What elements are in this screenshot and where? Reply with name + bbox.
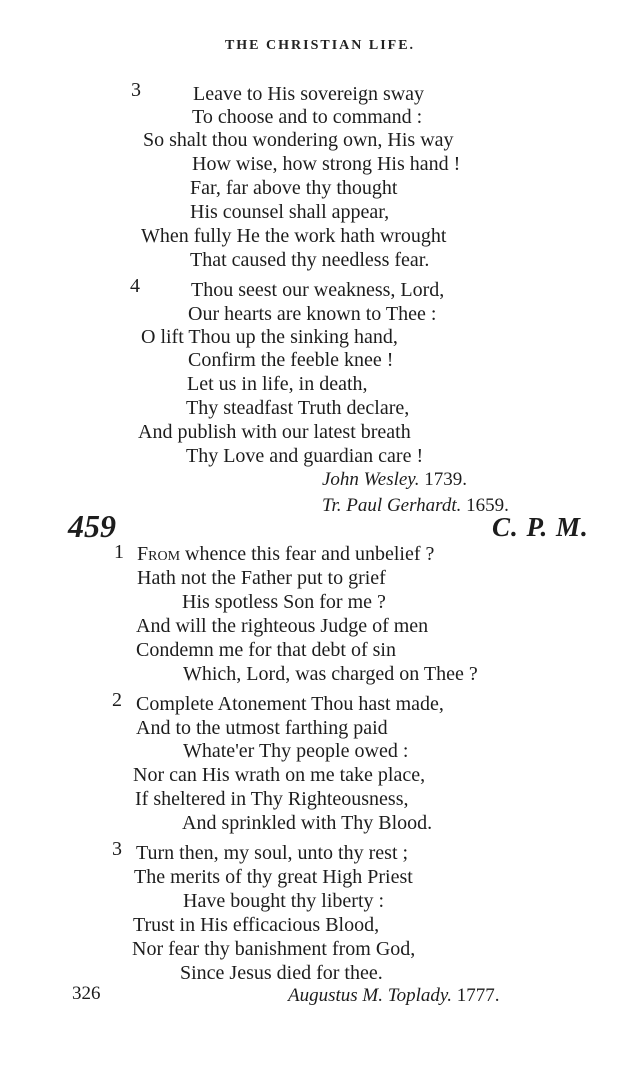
page-number: 326 (72, 983, 101, 1004)
author-name: John Wesley. (322, 469, 420, 490)
verse-line: And to the utmost farthing paid (136, 717, 388, 739)
first-word: From (137, 543, 181, 565)
stanza-number: 4 (130, 275, 140, 297)
verse-line: And will the righteous Judge of men (136, 615, 429, 637)
stanza-number: 3 (131, 79, 141, 101)
verse-line: Since Jesus died for thee. (180, 962, 383, 984)
verse-line: Thy steadfast Truth declare, (186, 397, 410, 419)
verse-line: Leave to His sovereign sway (193, 83, 425, 105)
verse-line: And sprinkled with Thy Blood. (182, 812, 433, 834)
author-name: Augustus M. Toplady. (288, 985, 452, 1006)
verse-line: Nor fear thy banishment from God, (132, 938, 416, 960)
stanza-number: 3 (112, 838, 122, 860)
verse-line: The merits of thy great High Priest (134, 866, 413, 888)
author-credit (288, 984, 500, 1008)
verse-line: That caused thy needless fear. (190, 249, 430, 271)
author-credit (322, 468, 467, 492)
verse-line: And publish with our latest breath (138, 421, 411, 443)
verse-line: Have bought thy liberty : (183, 890, 385, 912)
verse-line: Trust in His efficacious Blood, (133, 914, 380, 936)
hymn-meter: C. P. M. (492, 512, 589, 542)
verse-line: Whate'er Thy people owed : (183, 740, 409, 762)
verse-line: To choose and to command : (192, 106, 423, 128)
author-name: Tr. Paul Gerhardt. (322, 495, 462, 516)
author-year: 1659. (466, 495, 509, 516)
verse-line: His spotless Son for me ? (182, 591, 386, 613)
verse-line: Our hearts are known to Thee : (188, 303, 437, 325)
verse-line: When fully He the work hath wrought (141, 225, 447, 247)
stanza-number: 2 (112, 689, 122, 711)
verse-line: Turn then, my soul, unto thy rest ; (136, 842, 409, 864)
verse-line: Let us in life, in death, (187, 373, 368, 395)
verse-line: If sheltered in Thy Righteousness, (135, 788, 409, 810)
verse-line: Thou seest our weakness, Lord, (191, 279, 445, 301)
verse-line: His counsel shall appear, (190, 201, 390, 223)
verse-line: Thy Love and guardian care ! (186, 445, 424, 467)
verse-line: Confirm the feeble knee ! (188, 349, 394, 371)
running-head: THE CHRISTIAN LIFE. (224, 38, 416, 53)
verse-line (137, 542, 434, 566)
stanza-number: 1 (114, 541, 124, 563)
verse-line: Far, far above thy thought (190, 177, 398, 199)
verse-line-rest: whence this fear and unbelief ? (180, 543, 435, 565)
author-year: 1739. (424, 469, 467, 490)
verse-line: So shalt thou wondering own, His way (143, 129, 454, 151)
verse-line: Complete Atonement Thou hast made, (136, 693, 444, 715)
verse-line: Nor can His wrath on me take place, (133, 764, 426, 786)
verse-line: Condemn me for that debt of sin (136, 639, 396, 661)
verse-line: How wise, how strong His hand ! (192, 153, 461, 175)
verse-line: Hath not the Father put to grief (137, 567, 386, 589)
verse-line: O lift Thou up the sinking hand, (141, 326, 398, 348)
author-year: 1777. (456, 985, 500, 1006)
translator-credit (322, 494, 509, 518)
hymn-number: 459 (68, 508, 116, 544)
verse-line: Which, Lord, was charged on Thee ? (183, 663, 478, 685)
